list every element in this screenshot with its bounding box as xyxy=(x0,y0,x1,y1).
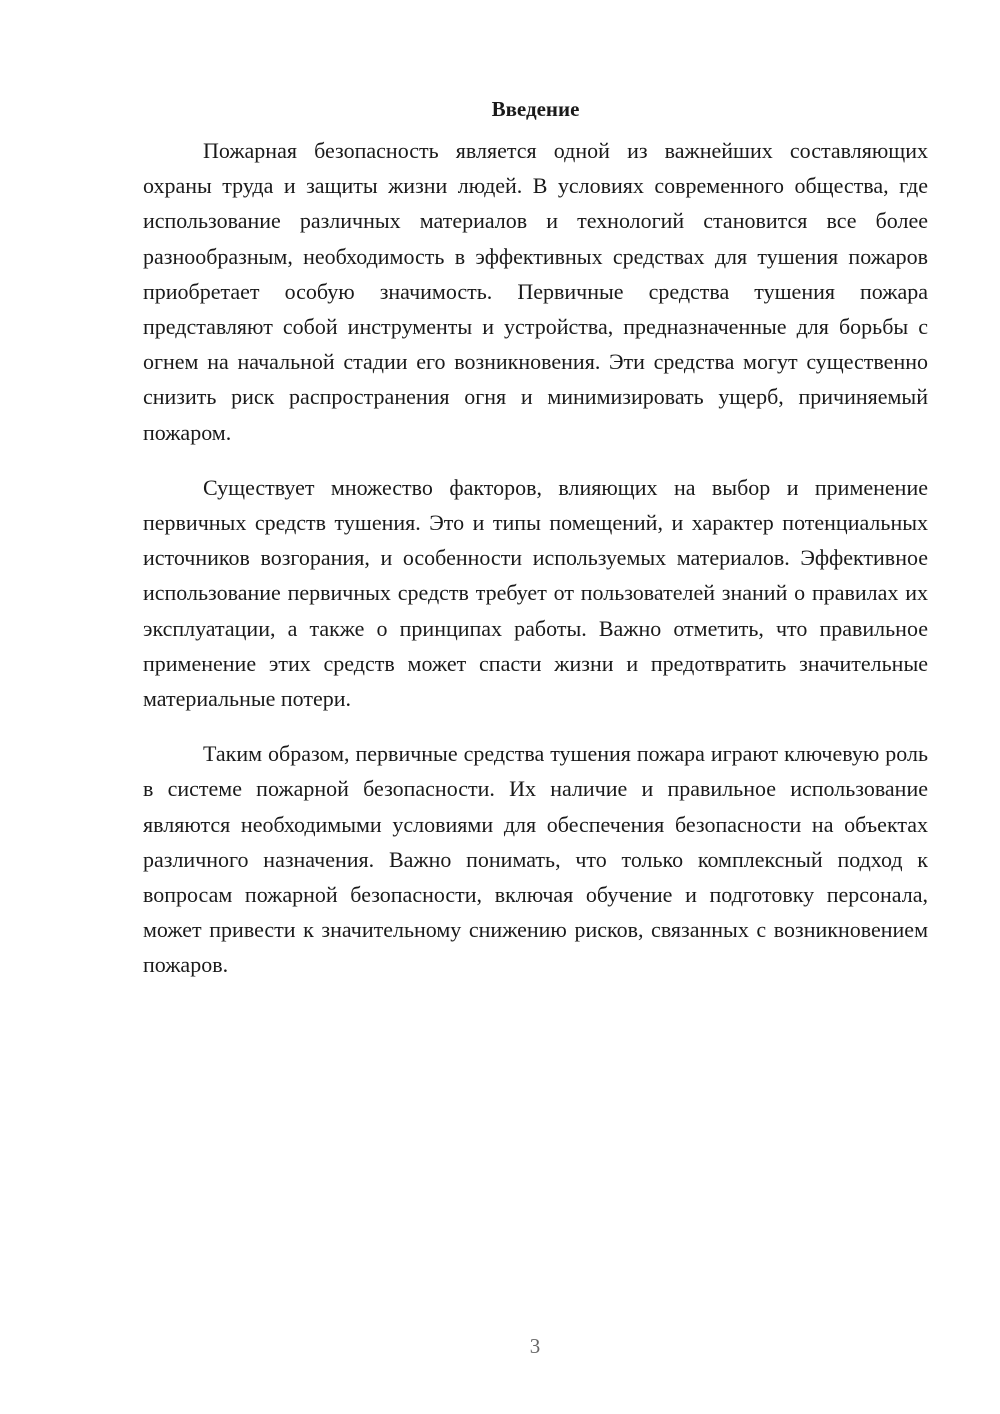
paragraph-2: Существует множество факторов, влияющих на выбор и применение первичных средств тушения. Это и типы помещений, и характер потенциальных источников возгорания, и особенности используемых материалов. Эффективное использование первичных средств требует от пользователей знаний о правилах их эксплуатации, а также о принципах работы. Важно отметить, что правильное применение этих средств может спасти жизни и предотвратить значительные материальные потери. xyxy=(143,474,928,712)
paragraph-1: Пожарная безопасность является одной из важнейших составляющих охраны труда и защиты жизни людей. В условиях современного общества, где использование различных материалов и технологий становится все более разнообразным, необходимость в эффективных средствах для тушения пожаров приобретает особую значимость. Первичные средства тушения пожара представляют собой инструменты и устройства, предназначенные для борьбы с огнем на начальной стадии его возникновения. Эти средства могут существенно снизить риск распространения огня и минимизировать ущерб, причиняемый пожаром. xyxy=(143,138,928,445)
section-title: Введение xyxy=(491,97,580,121)
paragraph-3: Таким образом, первичные средства тушения пожара играют ключевую роль в системе пожарной безопасности. Их наличие и правильное использование являются необходимыми условиями для обеспечения безопасности на объектах различного назначения. Важно понимать, что только комплексный подход к вопросам пожарной безопасности, включая обучение и подготовку персонала, может привести к значительному снижению рисков, связанных с возникновением пожаров. xyxy=(143,741,928,978)
page-content xyxy=(143,92,928,1003)
page-number: 3 xyxy=(529,1334,541,1358)
